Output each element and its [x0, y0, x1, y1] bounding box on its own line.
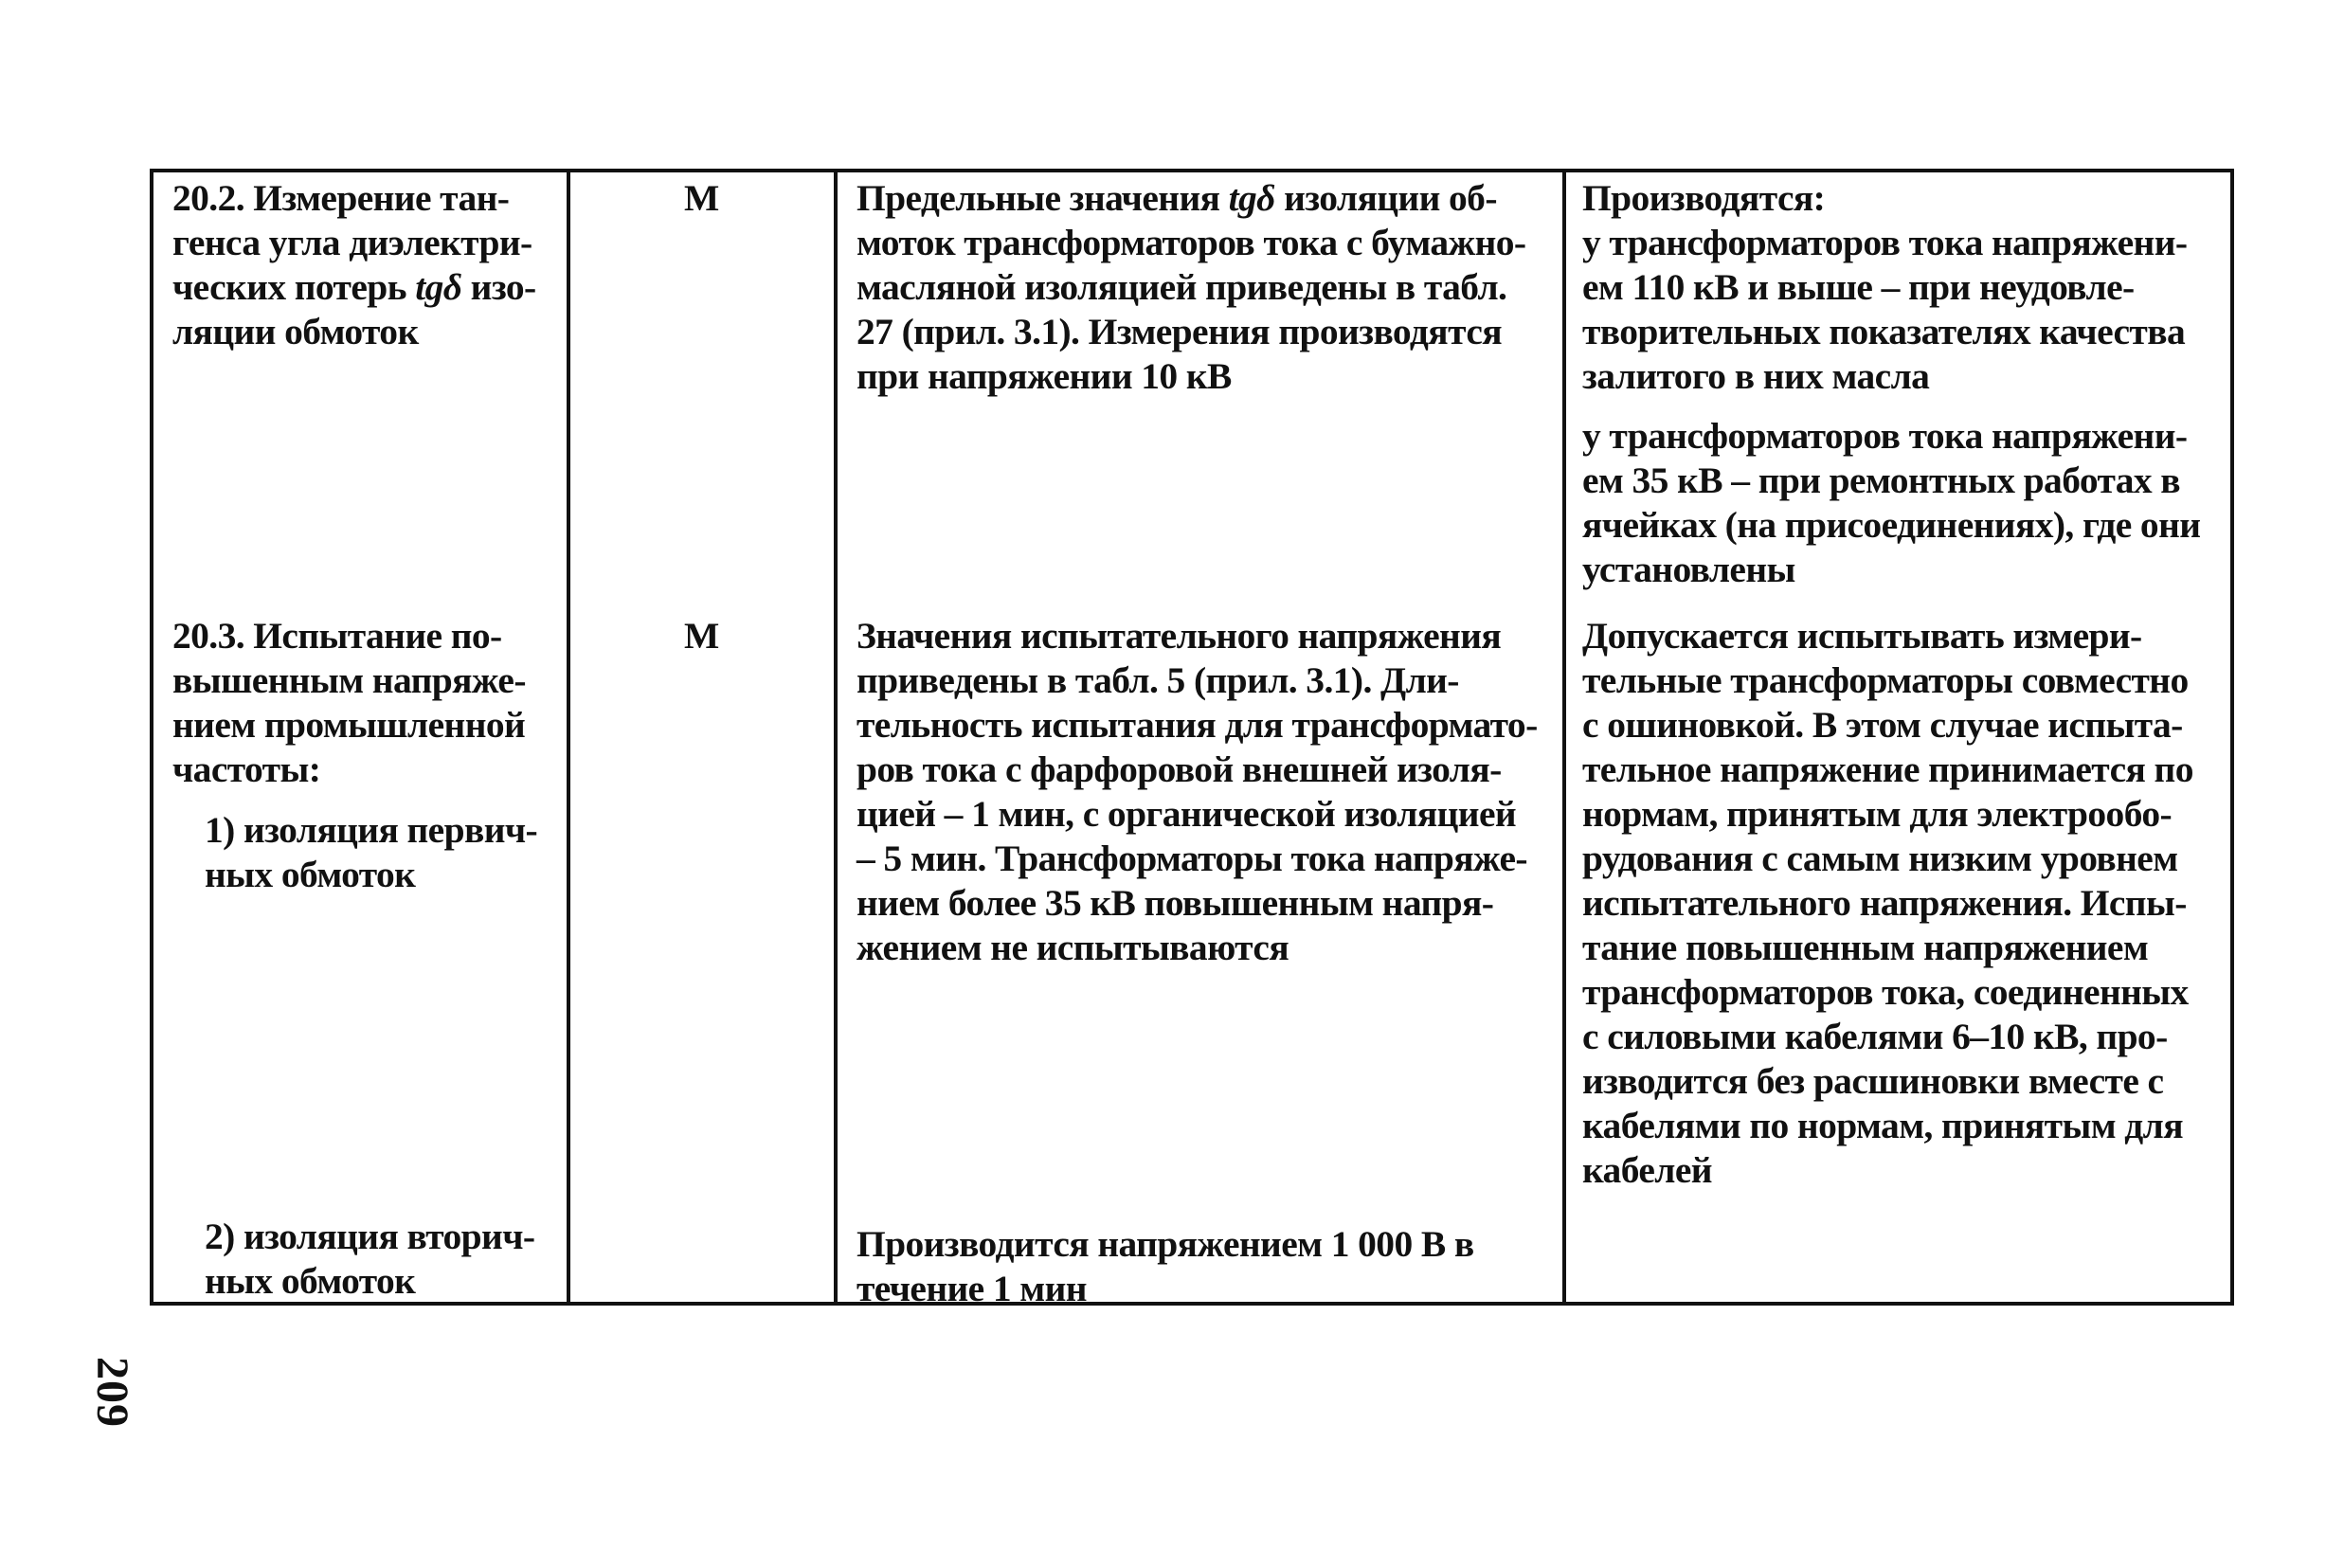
note-line: тание повышенным напряжением	[1582, 927, 2149, 968]
note-line: с ошиновкой. В этом случае испыта-	[1582, 704, 2183, 746]
norm-line: нием более 35 кВ повышенным напря-	[856, 882, 1494, 924]
norm-line: масляной изоляцией приведены в табл.	[856, 266, 1507, 308]
sub-item-line: 2) изоляция вторич-	[205, 1216, 535, 1257]
norms-table	[150, 169, 2234, 1309]
category-code: М	[684, 615, 719, 657]
test-name-line: ляции обмоток	[172, 311, 419, 352]
test-name-line: частоты:	[172, 748, 321, 790]
test-name-line: нием промышленной	[172, 704, 526, 746]
note-line: изводится без расшиновки вместе с	[1582, 1060, 2164, 1102]
norm-line: моток трансформаторов тока с бумажно-	[856, 222, 1526, 263]
column-divider	[834, 172, 838, 1302]
norm-line: цией – 1 мин, с органической изоляцией	[856, 793, 1517, 835]
note-line: Допускается испытывать измери-	[1582, 615, 2142, 657]
norm-line: Значения испытательного напряжения	[856, 615, 1502, 657]
sub-item-line: ных обмоток	[205, 1260, 416, 1302]
note-line: кабелей	[1582, 1149, 1712, 1191]
note-line: рудования с самым низким уровнем	[1582, 838, 2178, 879]
norm-line: 27 (прил. 3.1). Измерения производятся	[856, 311, 1503, 352]
note-line: у трансформаторов тока напряжени-	[1582, 222, 2188, 263]
note-line: с силовыми кабелями 6–10 кВ, про-	[1582, 1016, 2168, 1057]
test-name-line: вышенным напряже-	[172, 659, 526, 701]
norm-line: приведены в табл. 5 (прил. 3.1). Дли-	[856, 659, 1459, 701]
note-line: нормам, принятым для электрообо-	[1582, 793, 2173, 835]
norm-line: – 5 мин. Трансформаторы тока напряже-	[856, 838, 1527, 879]
column-divider	[567, 172, 570, 1302]
tgd-symbol: tgδ	[1228, 177, 1275, 219]
note-line: тельные трансформаторы совместно	[1582, 659, 2189, 701]
note-line: ем 110 кВ и выше – при неудовле-	[1582, 266, 2135, 308]
norm-line: течение 1 мин	[856, 1268, 1087, 1309]
norm-line: Производится напряжением 1 000 В в	[856, 1223, 1474, 1265]
norm-line: Предельные значения tgδ изоляции об-	[856, 177, 1497, 219]
page-number: 209	[87, 1357, 137, 1428]
sub-item-line: ных обмоток	[205, 854, 416, 895]
note-line: ем 35 кВ – при ремонтных работах в	[1582, 460, 2181, 501]
column-divider	[1562, 172, 1566, 1302]
note-line: залитого в них масла	[1582, 355, 1930, 397]
tgd-symbol: tgδ	[415, 266, 462, 308]
category-code: М	[684, 177, 719, 219]
norm-line: ров тока с фарфоровой внешней изоля-	[856, 748, 1502, 790]
test-name-line: 20.3. Испытание по-	[172, 615, 502, 657]
note-line: ячейках (на присоединениях), где они	[1582, 504, 2201, 546]
note-line: трансформаторов тока, соединенных	[1582, 971, 2189, 1013]
note-line: испытательного напряжения. Испы-	[1582, 882, 2187, 924]
note-line: тельное напряжение принимается по	[1582, 748, 2193, 790]
norm-line: при напряжении 10 кВ	[856, 355, 1232, 397]
note-line: у трансформаторов тока напряжени-	[1582, 415, 2188, 457]
note-line: творительных показателях качества	[1582, 311, 2186, 352]
test-name-line: ческих потерь tgδ изо-	[172, 266, 536, 308]
norm-line: тельность испытания для трансформато-	[856, 704, 1538, 746]
note-line: установлены	[1582, 549, 1795, 590]
note-line: Производятся:	[1582, 177, 1826, 219]
test-name-line: генса угла диэлектри-	[172, 222, 532, 263]
sub-item-line: 1) изоляция первич-	[205, 809, 538, 851]
test-name-line: 20.2. Измерение тан-	[172, 177, 510, 219]
note-line: кабелями по нормам, принятым для	[1582, 1105, 2183, 1146]
norm-line: жением не испытываются	[856, 927, 1289, 968]
